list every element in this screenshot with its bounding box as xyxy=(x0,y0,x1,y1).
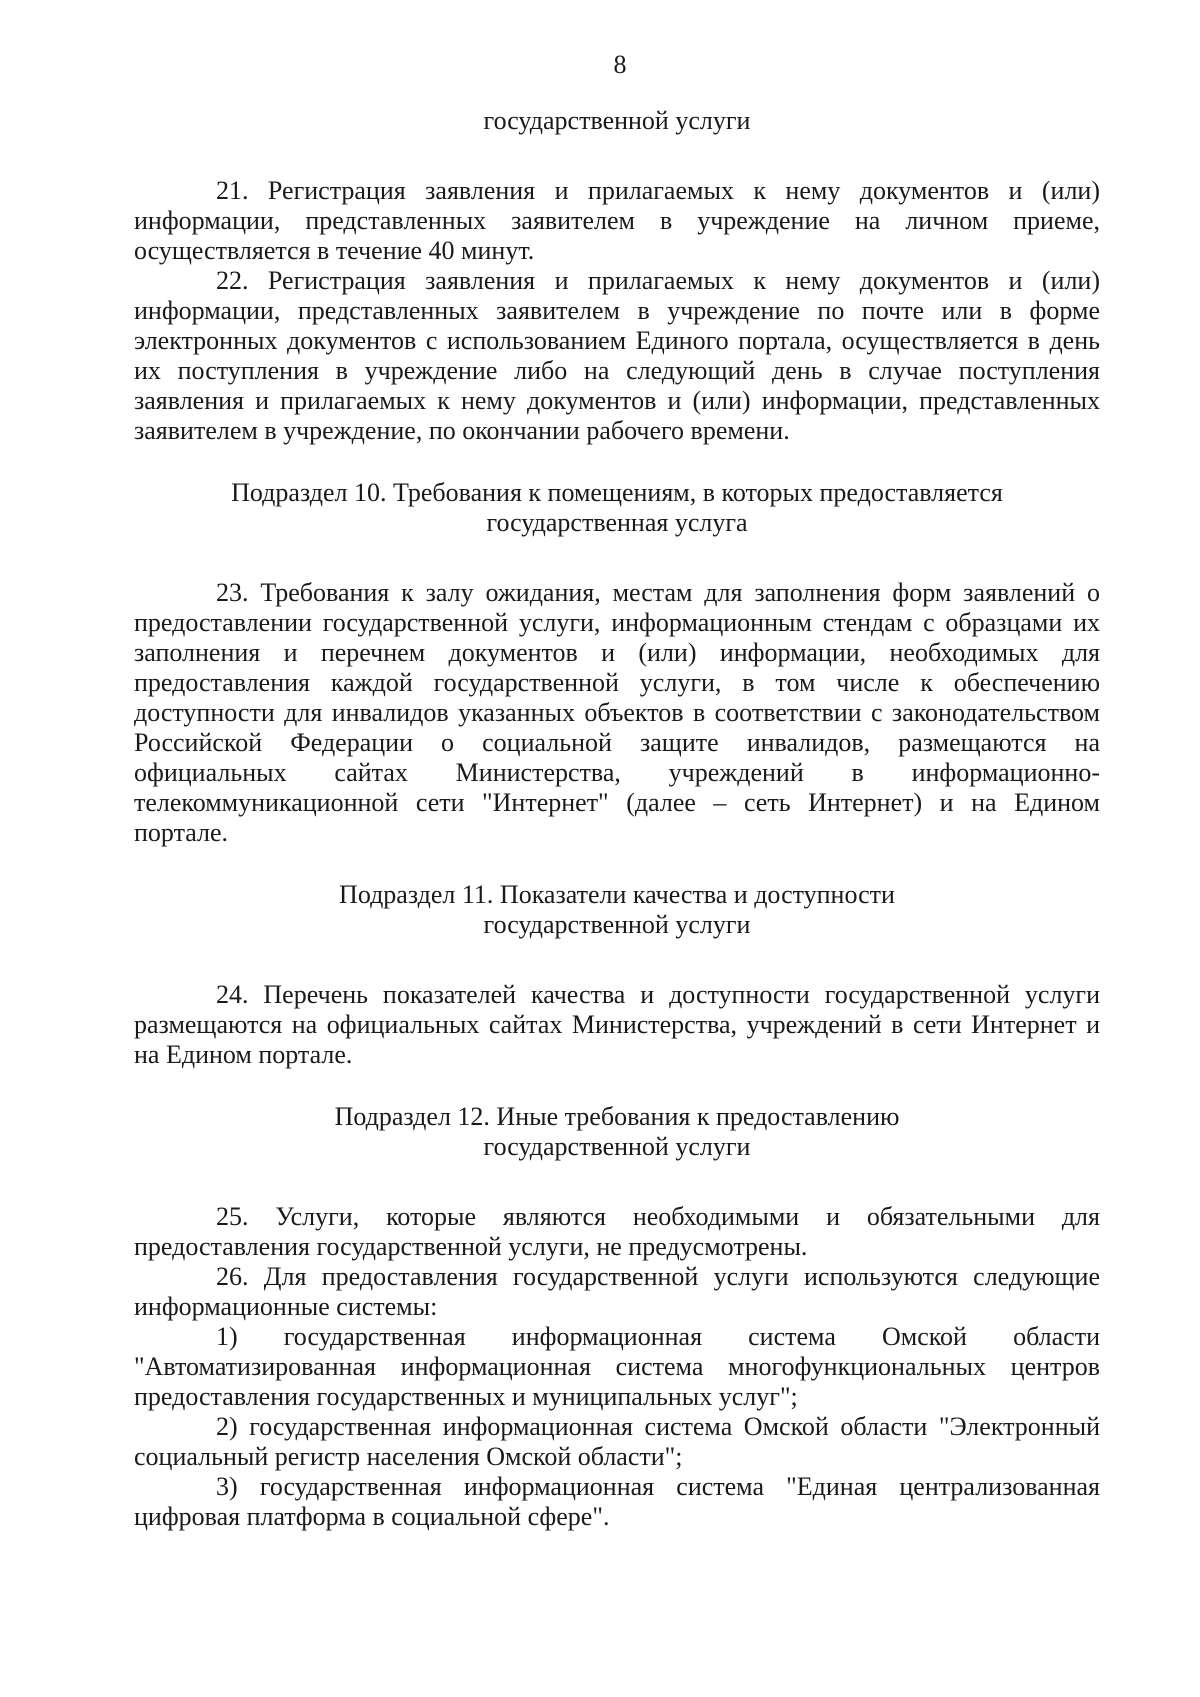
list-item-1: 1) государственная информационная система Омской области "Автоматизированная информационная система многофункциональных центров предоставления государственных и муниципальных услуг"; xyxy=(134,1322,1100,1411)
subsection-10-line2: государственная услуга xyxy=(486,508,748,537)
spacer xyxy=(134,538,1100,578)
paragraph-25: 25. Услуги, которые являются необходимыми и обязательными для предоставления государственной услуги, не предусмотрены. xyxy=(134,1202,1100,1261)
paragraph-23: 23. Требования к залу ожидания, местам для заполнения форм заявлений о предоставлении государственной услуги, информационным стендам с образцами их заполнения и перечнем документов и (или) информации, необходимых для предоставления каждой государственной услуги, в том числе к обеспечению доступности для инвалидов указанных объектов в соответствии с законодательством Российской Федерации о социальной защите инвалидов, размещаются на официальных сайтах Министерства, учреждений в информационно-телекоммуникационной сети "Интернет" (далее – сеть Интернет) и на Едином портале. xyxy=(134,578,1100,847)
subsection-11-line2: государственной услуги xyxy=(483,910,751,939)
subsection-12-line2: государственной услуги xyxy=(483,1132,751,1161)
paragraph-22: 22. Регистрация заявления и прилагаемых к нему документов и (или) информации, представленных заявителем в учреждение по почте или в форме электронных документов с использованием Единого портала, осуществляется в день их поступления в учреждение либо на следующий день в случае поступления заявления и прилагаемых к нему документов и (или) информации, представленных заявителем в учреждение, по окончании рабочего времени. xyxy=(134,266,1100,445)
spacer xyxy=(134,1162,1100,1202)
subsection-10-line1: Подраздел 10. Требования к помещениям, в которых предоставляется xyxy=(231,478,1003,507)
subsection-11-line1: Подраздел 11. Показатели качества и доступности xyxy=(339,880,895,909)
top-heading-text: государственной услуги xyxy=(483,106,751,135)
list-item-2: 2) государственная информационная система Омской области "Электронный социальный регистр населения Омской области"; xyxy=(134,1412,1100,1471)
spacer xyxy=(134,136,1100,176)
paragraph-21: 21. Регистрация заявления и прилагаемых к нему документов и (или) информации, представленных заявителем в учреждение на личном приеме, осуществляется в течение 40 минут. xyxy=(134,176,1100,265)
page-number: 8 xyxy=(613,50,627,79)
spacer xyxy=(134,446,1100,478)
subsection-10-heading xyxy=(134,478,1100,538)
paragraph-26: 26. Для предоставления государственной услуги используются следующие информационные системы: xyxy=(134,1262,1100,1321)
subsection-12-heading xyxy=(134,1102,1100,1162)
document-body xyxy=(134,106,1100,1532)
top-heading xyxy=(134,106,1100,136)
spacer xyxy=(134,1070,1100,1102)
list-item-3: 3) государственная информационная система "Единая централизованная цифровая платформа в социальной сфере". xyxy=(134,1472,1100,1531)
spacer xyxy=(134,848,1100,880)
paragraph-24: 24. Перечень показателей качества и доступности государственной услуги размещаются на официальных сайтах Министерства, учреждений в сети Интернет и на Едином портале. xyxy=(134,980,1100,1069)
spacer xyxy=(134,940,1100,980)
subsection-12-line1: Подраздел 12. Иные требования к предоставлению xyxy=(334,1102,900,1131)
subsection-11-heading xyxy=(134,880,1100,940)
